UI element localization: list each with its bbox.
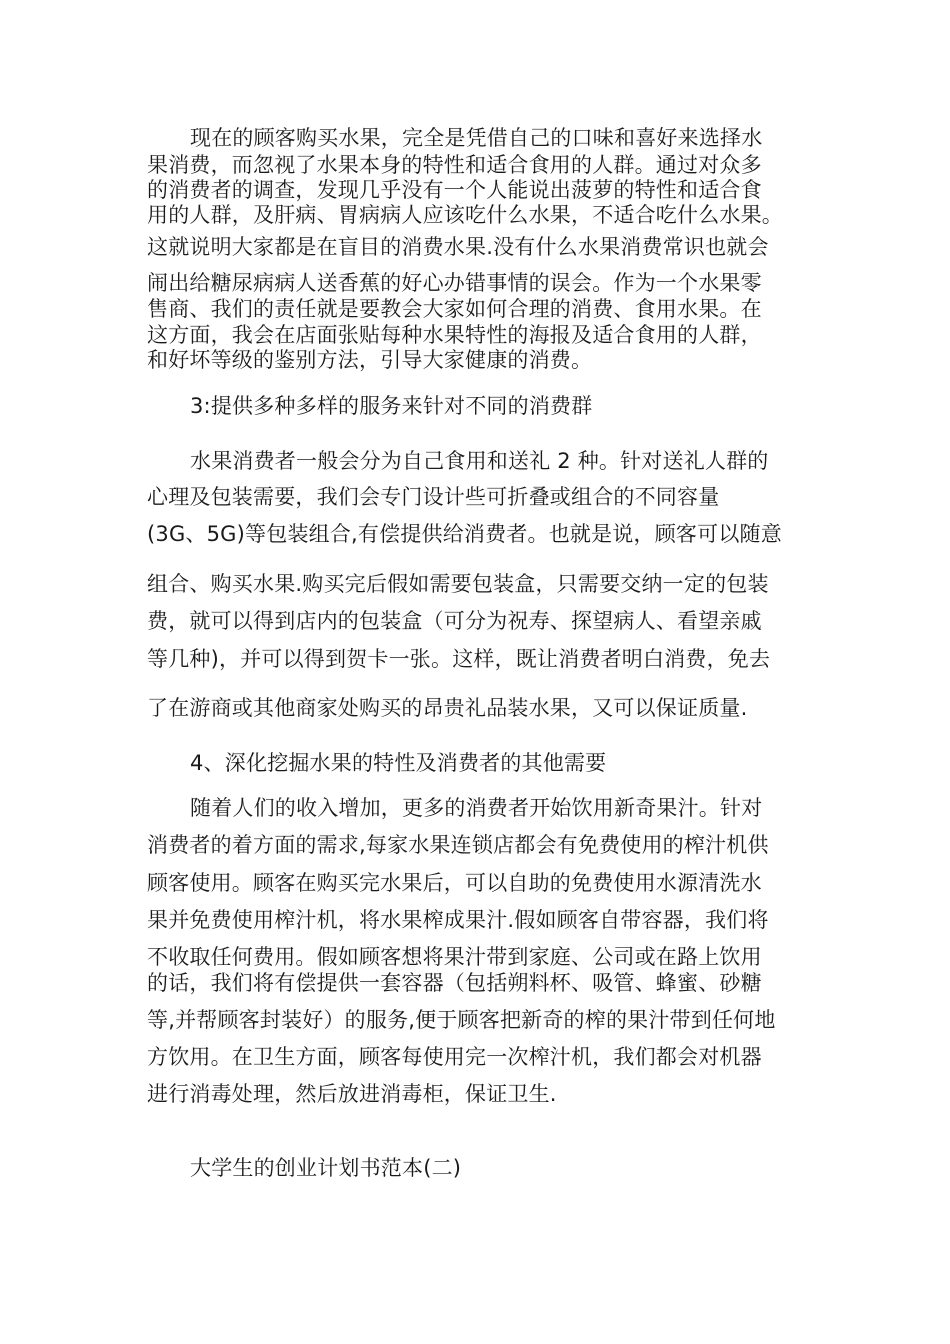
paragraph-2-line: 组合、购买水果.购买完后假如需要包装盒，只需要交纳一定的包装 [147,572,769,596]
paragraph-3-line: 消费者的着方面的需求,每家水果连锁店都会有免费使用的榨汁机供 [147,833,769,857]
section-title: 大学生的创业计划书范本(二) [190,1156,462,1180]
paragraph-2-line: 等几种)，并可以得到贺卡一张。这样，既让消费者明白消费，免去 [147,647,771,671]
paragraph-3-line: 进行消毒处理，然后放进消毒柜，保证卫生. [147,1082,557,1106]
paragraph-3-line: 不收取任何费用。假如顾客想将果汁带到家庭、公司或在路上饮用 [147,945,762,969]
paragraph-2-line: 了在游商或其他商家处购买的昂贵礼品装水果，又可以保证质量. [147,696,748,720]
paragraph-1-line: 这方面，我会在店面张贴每种水果特性的海报及适合食用的人群， [147,323,762,347]
heading-3: 3:提供多种多样的服务来针对不同的消费群 [190,394,593,418]
paragraph-1-line: 用的人群，及肝病、胃病病人应该吃什么水果，不适合吃什么水果。 [147,203,783,227]
paragraph-3-line: 随着人们的收入增加，更多的消费者开始饮用新奇果汁。针对 [190,796,763,820]
paragraph-1-line: 果消费，而忽视了水果本身的特性和适合食用的人群。通过对众多 [147,153,762,177]
paragraph-3-line: 等,并帮顾客封装好）的服务,便于顾客把新奇的榨的果汁带到任何地 [147,1008,776,1032]
paragraph-1-line: 这就说明大家都是在盲目的消费水果.没有什么水果消费常识也就会 [147,235,769,259]
paragraph-2-line: 心理及包装需要，我们会专门设计些可折叠或组合的不同容量 [147,485,720,509]
paragraph-2-line: (3G、5G)等包装组合,有偿提供给消费者。也就是说，顾客可以随意 [147,522,782,546]
paragraph-3-line: 果并免费使用榨汁机，将水果榨成果汁.假如顾客自带容器，我们将 [147,908,769,932]
paragraph-1-line: 闹出给糖尿病病人送香蕉的好心办错事情的误会。作为一个水果零 [147,271,762,295]
paragraph-1-line: 和好坏等级的鉴别方法，引导大家健康的消费。 [147,348,593,372]
paragraph-1-line: 售商、我们的责任就是要教会大家如何合理的消费、食用水果。在 [147,297,762,321]
paragraph-1-line: 现在的顾客购买水果，完全是凭借自己的口味和喜好来选择水 [190,126,763,150]
paragraph-2-line: 水果消费者一般会分为自己食用和送礼 2 种。针对送礼人群的 [190,449,769,473]
paragraph-3-line: 的话，我们将有偿提供一套容器（包括朔料杯、吸管、蜂蜜、砂糖 [147,971,762,995]
paragraph-2-line: 费，就可以得到店内的包装盒（可分为祝寿、探望病人、看望亲戚 [147,609,762,633]
paragraph-3-line: 顾客使用。顾客在购买完水果后，可以自助的免费使用水源清洗水 [147,871,762,895]
heading-4: 4、深化挖掘水果的特性及消费者的其他需要 [190,751,607,775]
paragraph-3-line: 方饮用。在卫生方面，顾客每使用完一次榨汁机，我们都会对机器 [147,1045,762,1069]
paragraph-1-line: 的消费者的调查，发现几乎没有一个人能说出菠萝的特性和适合食 [147,178,762,202]
